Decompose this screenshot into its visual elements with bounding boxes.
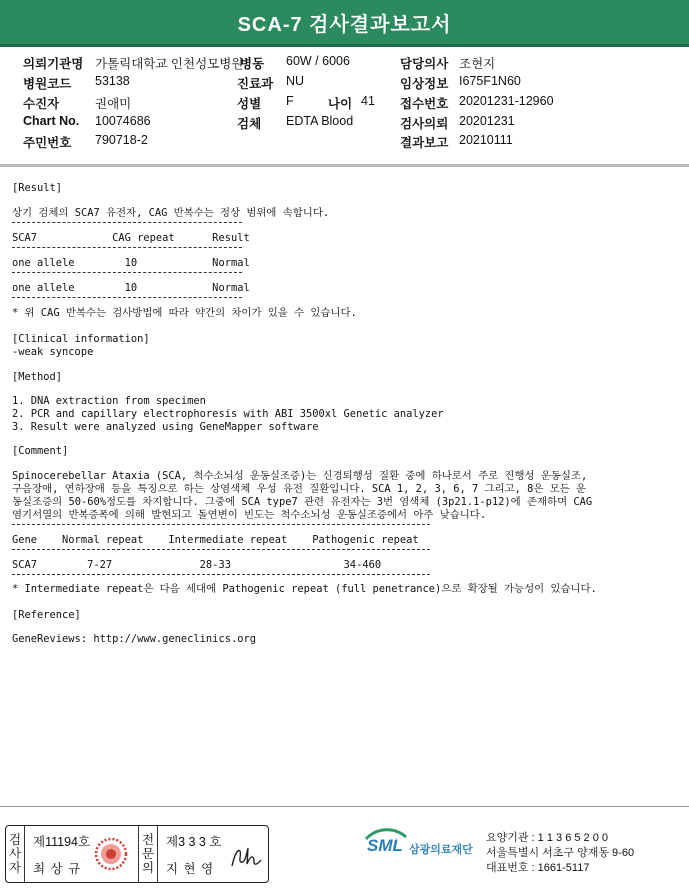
comment-line-3: 동실조증의 50-60%정도를 차지합니다. 그중에 SCA type7 관련 유전자는 3번 염색체 (3p21.1-p12)에 존재하며 CAG — [12, 496, 593, 508]
logo-text: SML — [367, 836, 403, 855]
result-summary: 상기 검체의 SCA7 유전자, CAG 반복수는 정상 범위에 속합니다. — [12, 207, 330, 219]
signature-icon — [228, 842, 264, 872]
doctor-label: 담당의사 — [400, 57, 449, 71]
repeat-table-header: Gene Normal repeat Intermediate repeat Pathogenic repeat — [12, 534, 419, 546]
specialist-label-char: 전 — [141, 833, 155, 847]
examiner-label — [6, 826, 25, 882]
clinical-info-label: 임상정보 — [400, 77, 449, 91]
department-label: 진료과 — [237, 77, 274, 91]
comment-note: * Intermediate repeat은 다음 세대에 Pathogenic repeat (full penetrance)으로 확장될 가능성이 있습니다. — [12, 583, 597, 595]
reference-header: [Reference] — [12, 609, 81, 621]
ward-label: 병동 — [240, 57, 265, 71]
ward-value: 60W / 6006 — [286, 54, 350, 68]
comment-line-1: Spinocerebellar Ataxia (SCA, 척수소뇌성 운동실조증)는 신경퇴행성 질환 중에 하나로서 주로 진행성 운동실조, — [12, 470, 588, 482]
age-value: 41 — [361, 94, 375, 108]
patient-info-section — [0, 47, 689, 167]
request-date-value: 20201231 — [459, 114, 515, 128]
method-header: [Method] — [12, 371, 63, 383]
receipt-number-label: 접수번호 — [400, 97, 449, 111]
company-name: 삼광의료재단 — [409, 844, 473, 856]
table-rule — [12, 549, 430, 550]
doctor-value: 조현지 — [459, 57, 496, 71]
receipt-number-value: 20201231-12960 — [459, 94, 554, 108]
clinical-header: [Clinical information] — [12, 333, 150, 345]
examiner-label-char: 검 — [8, 833, 22, 847]
method-step-2: 2. PCR and capillary electrophoresis with ABI 3500xl Genetic analyzer — [12, 408, 444, 420]
examiner-name: 최 상 규 — [33, 862, 82, 876]
specialist-license-number: 제3 3 3 호 — [166, 835, 222, 849]
examiner-label-char: 자 — [8, 861, 22, 875]
table-rule — [12, 574, 430, 575]
repeat-table-row: SCA7 7-27 28-33 34-460 — [12, 559, 382, 571]
result-row-1: one allele 10 Normal — [12, 257, 250, 269]
table-rule — [12, 247, 242, 248]
patient-name-label: 수진자 — [23, 97, 60, 111]
sex-label: 성별 — [237, 97, 262, 111]
table-rule — [12, 524, 430, 525]
examiner-license-number: 제11194호 — [33, 835, 91, 849]
resident-id-value: 790718-2 — [95, 133, 148, 147]
specialist-name: 지 현 영 — [166, 862, 215, 876]
chart-number-label: Chart No. — [23, 114, 80, 128]
age-label: 나이 — [328, 97, 353, 111]
agency-number: 요양기관 : 1 1 3 6 5 2 0 0 — [486, 832, 609, 844]
specimen-label: 검체 — [237, 117, 262, 131]
patient-name-value: 권애미 — [95, 97, 132, 111]
comment-header: [Comment] — [12, 445, 69, 457]
table-rule — [12, 297, 242, 298]
result-header: [Result] — [12, 182, 63, 194]
section-divider — [0, 164, 689, 167]
comment-line-4: 염기서열의 반복증폭에 의해 발현되고 돌연변이 빈도는 척수소뇌성 운동실조증에서 아주 낮습니다. — [12, 509, 487, 521]
company-contact — [486, 831, 634, 876]
result-table-header: SCA7 CAG repeat Result — [12, 232, 250, 244]
examiner-label-char: 사 — [8, 847, 22, 861]
hospital-code-value: 53138 — [95, 74, 130, 88]
report-date-label: 결과보고 — [400, 136, 449, 150]
report-title: SCA-7 검사결과보고서 — [237, 13, 452, 36]
department-value: NU — [286, 74, 305, 88]
resident-id-label: 주민번호 — [23, 136, 72, 150]
report-title-bar — [0, 0, 689, 47]
table-rule — [12, 222, 242, 223]
company-phone: 대표번호 : 1661-5117 — [486, 862, 590, 874]
footer-divider — [0, 806, 689, 807]
sex-value: F — [286, 94, 294, 108]
comment-line-2: 구음장애, 연하장애 등을 특징으로 하는 상염색체 우성 유전 질환입니다. SCA 1, 2, 3, 6, 7 그리고, 8은 모든 운 — [12, 483, 587, 495]
report-footer — [0, 806, 689, 888]
specimen-value: EDTA Blood — [286, 114, 354, 128]
seal-stamp-icon — [93, 836, 129, 872]
result-row-2: one allele 10 Normal — [12, 282, 250, 294]
hospital-label: 의뢰기관명 — [23, 57, 84, 71]
chart-number-value: 10074686 — [95, 114, 151, 128]
hospital-value: 가톨릭대학교 인천성모병원 — [95, 57, 244, 71]
reference-text: GeneReviews: http://www.geneclinics.org — [12, 633, 256, 645]
clinical-info-value: I675F1N60 — [459, 74, 521, 88]
method-step-1: 1. DNA extraction from specimen — [12, 395, 206, 407]
company-logo — [363, 825, 481, 865]
specialist-label-char: 문 — [141, 847, 155, 861]
specialist-label — [138, 826, 158, 882]
request-date-label: 검사의뢰 — [400, 117, 449, 131]
result-note: * 위 CAG 반복수는 검사방법에 따라 약간의 차이가 있을 수 있습니다. — [12, 307, 357, 319]
clinical-text: -weak syncope — [12, 346, 94, 358]
hospital-code-label: 병원코드 — [23, 77, 72, 91]
company-address: 서울특별시 서초구 양재동 9-60 — [486, 847, 635, 859]
method-step-3: 3. Result were analyzed using GeneMapper software — [12, 421, 319, 433]
report-date-value: 20210111 — [459, 133, 513, 147]
table-rule — [12, 272, 242, 273]
specialist-label-char: 의 — [141, 861, 155, 875]
signature-box — [5, 825, 269, 883]
